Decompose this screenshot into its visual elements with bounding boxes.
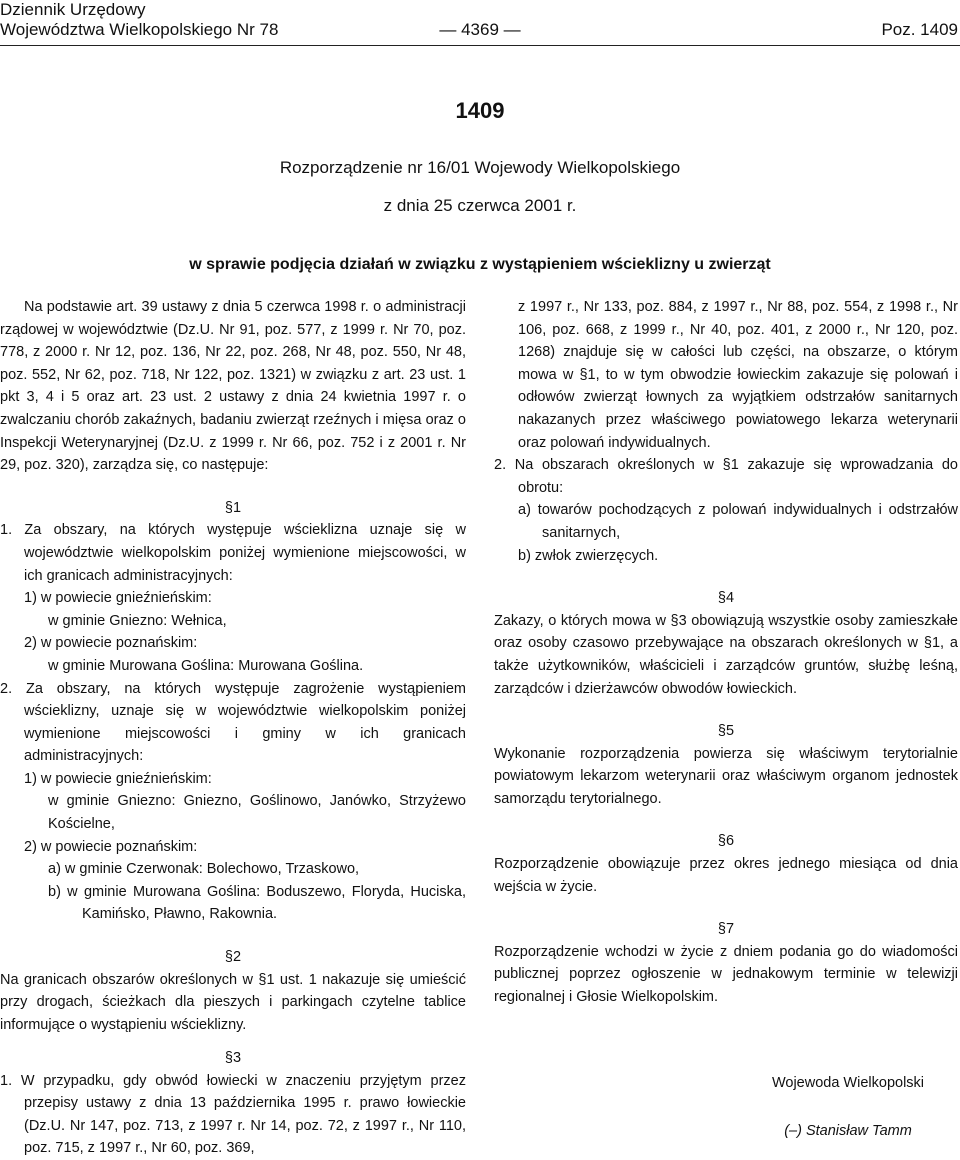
section-3-heading: §3	[224, 1050, 242, 1066]
s1-paragraph-2: 2. Za obszary, na których występuje zagrożenie wystąpieniem wścieklizny, uznaje się w województwie wielkopolskim poniżej wymienione miejscowości i gminy w ich granicach administracyjnych:	[0, 680, 466, 765]
s1-p2-item-2: 2) w powiecie poznańskim:	[24, 838, 198, 855]
page-number: — 4369 —	[439, 20, 521, 39]
regulation-subject: w sprawie podjęcia działań w związku z wystąpieniem wścieklizny u zwierząt	[189, 256, 771, 273]
header-divider	[0, 45, 960, 46]
s1-p1-item-1: 1) w powiecie gnieźnieńskim:	[24, 590, 212, 607]
s3-p2-item-a: a) towarów pochodzących z polowań indywidualnych i odstrzałów sanitarnych,	[518, 502, 958, 541]
section-7-heading: §7	[717, 921, 735, 938]
s3-p2-item-b: b) zwłok zwierzęcych.	[518, 547, 659, 564]
s1-p2-item-2-a: a) w gminie Czerwonak: Bolechowo, Trzaskowo,	[48, 861, 360, 878]
s3-paragraph-2: 2. Na obszarach określonych w §1 zakazuje się wprowadzania do obrotu:	[494, 457, 958, 496]
s1-p1-item-2-text: w gminie Murowana Goślina: Murowana Goślina.	[48, 657, 364, 674]
s3-paragraph-1-start: 1. W przypadku, gdy obwód łowiecki w znaczeniu przyjętym przez przepisy ustawy z dnia 13 października 1995 r. prawo łowieckie (Dz.U. Nr 147, poz. 713, z 1997 r. Nr 14, poz. 72, z 1997 r., Nr 110, poz. 715, z 1997 r., Nr 60, poz. 369,	[0, 1072, 466, 1157]
section-5-heading: §5	[717, 723, 735, 740]
signature-block	[736, 1072, 960, 1142]
s1-p2-item-1-text: w gminie Gniezno: Gniezno, Goślinowo, Janówko, Strzyżewo Kościelne,	[48, 793, 466, 833]
journal-issue: Województwa Wielkopolskiego Nr 78	[0, 20, 279, 39]
s1-p1-item-1-text: w gminie Gniezno: Wełnica,	[48, 612, 227, 629]
section-1-heading: §1	[224, 499, 242, 516]
s1-paragraph-1: 1. Za obszary, na których występuje wścieklizna uznaje się w województwie wielkopolskim poniżej wymienione miejscowości, w ich granicach administracyjnych:	[0, 522, 466, 584]
s1-p2-item-2-b: b) w gminie Murowana Goślina: Boduszewo, Floryda, Huciska, Kamińsko, Pławno, Rakownia.	[48, 883, 466, 923]
section-6-text: Rozporządzenie obowiązuje przez okres jednego miesiąca od dnia wejścia w życie.	[494, 856, 958, 895]
s1-p1-item-2: 2) w powiecie poznańskim:	[24, 635, 198, 652]
left-column	[0, 296, 466, 1036]
s1-p2-item-1: 1) w powiecie gnieźnieńskim:	[24, 770, 212, 787]
section-7-text: Rozporządzenie wchodzi w życie z dniem podania go do wiadomości publicznej poprzez ogłoszenie w jednakowym terminie w telewizji regionalnej i Głosie Wielkopolskim.	[494, 943, 958, 1006]
journal-name: Dziennik Urzędowy	[0, 0, 146, 19]
preamble: Na podstawie art. 39 ustawy z dnia 5 czerwca 1998 r. o administracji rządowej w województwie (Dz.U. Nr 91, poz. 577, z 1999 r. Nr 70, poz. 778, z 2000 r. Nr 12, poz. 136, Nr 22, poz. 268, Nr 48, poz. 550, Nr 48, poz. 552, Nr 62, poz. 718, Nr 122, poz. 1321) w związku z art. 23 ust. 1 pkt 3, 4 i 5 oraz art. 23 ust. 2 ustawy z dnia 24 kwietnia 1997 r. o zwalczaniu chorób zakaźnych, badaniu zwierząt rzeźnych i mięsa oraz o Inspekcji Weterynaryjnej (Dz.U. z 1999 r. Nr 66, poz. 752 i z 2001 r. Nr 29, poz. 320), zarządza się, co następuje:	[0, 299, 466, 474]
section-4-text: Zakazy, o których mowa w §3 obowiązują wszystkie osoby zamieszkałe oraz osoby czasowo przebywające na obszarach określonych w §1, a także użytkowników, właścicieli i zarządców gruntów, służbę leśną, zarządców i dzierżawców obwodów łowieckich.	[494, 612, 958, 697]
section-2-text: Na granicach obszarów określonych w §1 ust. 1 nakazuje się umieścić przy drogach, ścieżkach dla pieszych i parkingach czytelne tablice informujące o wystąpieniu wścieklizny.	[0, 971, 466, 1033]
section-3-start	[0, 1047, 466, 1160]
document-number: 1409	[455, 98, 505, 123]
regulation-date: z dnia 25 czerwca 2001 r.	[383, 196, 577, 215]
right-column	[494, 296, 958, 1009]
signatory-name: (–) Stanisław Tamm	[784, 1123, 912, 1139]
section-2-heading: §2	[224, 949, 242, 966]
section-5-text: Wykonanie rozporządzenia powierza się właściwym terytorialnie powiatowym lekarzom weterynarii oraz właściwym organom jednostek samorządu terytorialnego.	[494, 745, 958, 807]
regulation-title: Rozporządzenie nr 16/01 Wojewody Wielkopolskiego	[279, 158, 681, 177]
section-6-heading: §6	[717, 833, 735, 850]
s3-paragraph-1-cont: z 1997 r., Nr 133, poz. 884, z 1997 r., Nr 88, poz. 554, z 1998 r., Nr 106, poz. 668, z 1999 r., Nr 40, poz. 401, z 2000 r., Nr 120, poz. 1268) znajduje się w całości lub części, na obszarze, o którym mowa w §1, to w tym obwodzie łowieckim zakazuje się polowań i odłowów zwierząt łownych za wyjątkiem odstrzałów sanitarnych nakazanych przez właściwego powiatowego lekarza weterynarii oraz polowań indywidualnych.	[518, 299, 958, 451]
position-number: Poz. 1409	[881, 20, 958, 39]
signatory-title: Wojewoda Wielkopolski	[771, 1075, 925, 1091]
section-4-heading: §4	[717, 590, 735, 607]
